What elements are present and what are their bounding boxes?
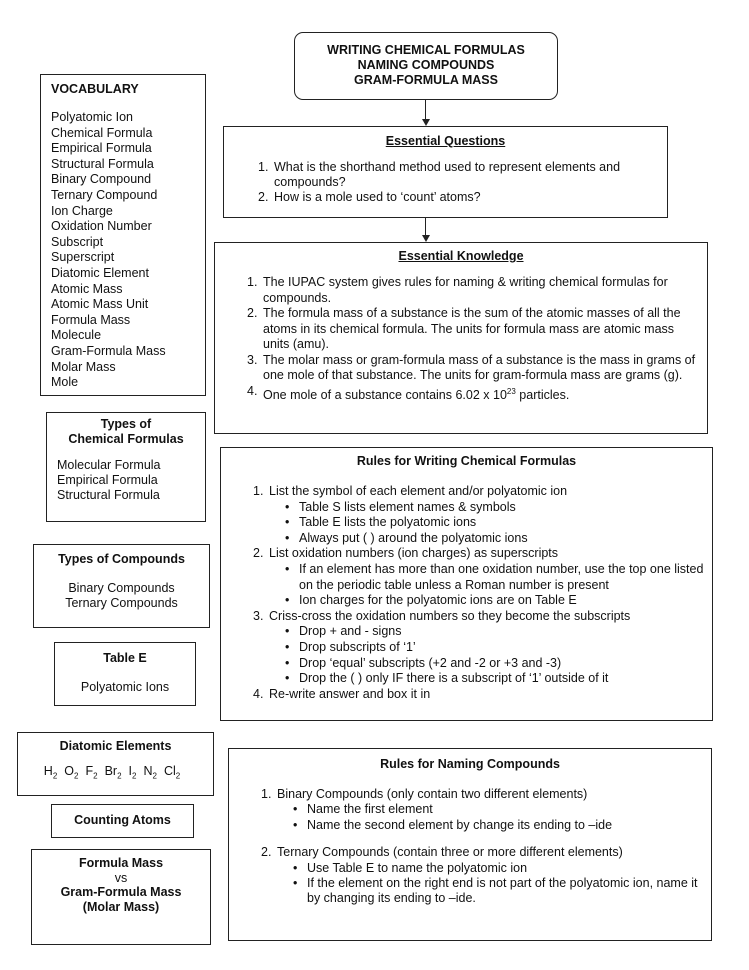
vocabulary-item: Molar Mass [51,359,116,374]
vocabulary-item: Atomic Mass Unit [51,297,149,312]
numbered-item [253,609,704,687]
vocabulary-item: Oxidation Number [51,219,152,234]
title-box [294,32,558,100]
numbered-item [258,160,653,190]
diatomic-element [64,764,79,781]
essential-knowledge-list [247,275,699,384]
item-number: 2. [253,546,264,561]
vocabulary-item: Chemical Formula [51,125,153,140]
vocabulary-item: Subscript [51,234,104,249]
bullet-icon: • [293,802,298,817]
bullet-text: Ion charges for the polyatomic ions are on Table E [299,593,577,608]
bullet-item [285,562,704,593]
vocabulary-box [40,74,206,396]
rules-naming-heading: Rules for Naming Compounds [380,757,560,771]
item-body [263,353,699,384]
element-symbol: H [43,764,53,778]
types-formulas-list [47,458,205,503]
bullet-icon: • [285,593,290,608]
element-subscript: 2 [132,771,137,781]
element-symbol: O [64,764,75,778]
formula-mass-line-3: Gram-Formula Mass [60,885,182,899]
bullet-icon: • [293,876,298,891]
bullet-text: Table E lists the polyatomic ions [299,515,477,530]
bullet-icon: • [285,561,290,576]
bullet-item [285,656,704,672]
element-subscript: 2 [117,771,122,781]
counting-atoms-label: Counting Atoms [74,813,171,827]
essential-knowledge-heading: Essential Knowledge [398,249,524,263]
item-number: 1. [253,484,264,498]
vocabulary-item: Ion Charge [51,203,113,218]
table-e-box [54,642,196,706]
item-body [269,484,704,546]
bullet-text: Use Table E to name the polyatomic ion [307,860,528,875]
item-text: The molar mass or gram-formula mass of a substance is the mass in grams of one mole of that substance. The units for gram-formula mass are grams (g). [263,352,696,382]
vocabulary-item: Binary Compound [51,172,152,187]
item-body [269,546,704,608]
compound-type-item: Binary Compounds [68,581,175,595]
bullet-item [285,624,704,640]
vocabulary-item: Diatomic Element [51,265,149,280]
diatomic-element [128,764,137,781]
types-of-compounds-box [33,544,210,628]
table-e-heading: Table E [103,651,147,665]
item-number: 2. [261,845,272,860]
item-text: How is a mole used to ‘count’ atoms? [274,190,481,204]
item-number: 1. [258,160,269,174]
bullet-item [293,802,701,817]
bullet-item [285,515,704,531]
element-subscript: 2 [93,771,98,781]
element-subscript: 2 [52,771,58,781]
vocabulary-item: Formula Mass [51,312,131,327]
bullet-text: If an element has more than one oxidation number, use the top one listed on the periodic table unless a Roman number is present [299,561,704,592]
vocabulary-item: Superscript [51,250,115,265]
bullet-text: Always put ( ) around the polyatomic ions [299,530,528,545]
bullet-text: Name the second element by change its ending to –ide [307,817,613,832]
title-line-3: GRAM-FORMULA MASS [354,73,498,87]
diatomic-element [143,764,157,781]
item-text: Binary Compounds (only contain two different elements) [277,787,588,801]
element-symbol: Cl [163,764,176,778]
formula-mass-line-2: vs [114,871,128,885]
numbered-item [247,353,699,384]
title-line-1: WRITING CHEMICAL FORMULAS [327,43,525,57]
formula-mass-box [31,849,211,945]
item-number: 4. [253,686,264,701]
types-formulas-heading-1: Types of [100,417,152,431]
item-number: 2. [258,190,269,204]
item-body [269,609,704,687]
diatomic-elements-list [18,764,213,781]
formula-type-item: Empirical Formula [57,473,158,487]
item-number: 2. [247,306,258,320]
vocabulary-item: Mole [51,375,79,390]
bullet-text: Drop ‘equal’ subscripts (+2 and -2 or +3 and -3) [299,655,562,670]
arrow-down-icon [422,235,430,242]
types-compounds-heading: Types of Compounds [58,552,185,566]
item-text: What is the shorthand method used to represent elements and compounds? [274,160,621,189]
types-of-formulas-box [46,412,206,522]
compound-type-item: Ternary Compounds [65,596,178,610]
arrow-down-icon [422,119,430,126]
item-number: 1. [247,275,258,289]
numbered-item [253,546,704,608]
bullet-list [277,861,701,907]
counting-atoms-box [51,804,194,838]
bullet-list [269,624,704,686]
item-text: Criss-cross the oxidation numbers so they become the subscripts [269,608,631,623]
item-body [277,787,701,833]
bullet-icon: • [285,624,290,639]
vocabulary-item: Gram-Formula Mass [51,343,166,358]
vocabulary-item: Molecule [51,328,102,343]
vocabulary-item: Polyatomic Ion [51,110,133,124]
vocabulary-item: Structural Formula [51,156,154,171]
bullet-item [285,531,704,547]
essential-questions-list [258,160,653,205]
bullet-icon: • [285,515,290,530]
element-symbol: F [85,764,94,778]
item-body [263,306,699,353]
bullet-item [285,640,704,656]
diatomic-element [43,764,58,781]
bullet-item [293,861,701,876]
numbered-item [261,845,701,907]
bullet-text: Drop + and - signs [299,624,402,639]
bullet-item [285,671,704,687]
numbered-item [247,306,699,353]
vocabulary-item: Ternary Compound [51,187,158,202]
essential-questions-heading: Essential Questions [385,134,506,148]
diatomic-heading: Diatomic Elements [59,739,172,753]
bullet-text: Table S lists element names & symbols [299,499,516,514]
diatomic-elements-box [17,732,214,796]
title-line-2: NAMING COMPOUNDS [357,58,495,72]
item-text: List the symbol of each element and/or polyatomic ion [269,484,568,498]
vocabulary-list [51,110,205,391]
item-body [274,190,653,205]
bullet-item [293,876,701,907]
bullet-list [277,802,701,833]
bullet-icon: • [285,639,290,654]
types-compounds-list [34,581,209,611]
bullet-icon: • [285,655,290,670]
item-body [269,687,704,703]
essential-knowledge-box [214,242,708,434]
connector-line [425,100,426,120]
item-number: 3. [247,352,258,367]
essential-questions-box [223,126,668,218]
item-text: Ternary Compounds (contain three or more different elements) [277,845,623,860]
numbered-item [258,190,653,205]
item-text: List oxidation numbers (ion charges) as superscripts [269,546,559,561]
essential-knowledge-item-4: 4. One mole of a substance contains 6.02 x $10^{23}$ particles. [247,383,570,402]
numbered-item [261,787,701,833]
bullet-text: Drop subscripts of ‘1’ [299,639,416,654]
item-body [263,275,699,306]
rules-writing-list [253,484,704,702]
vocabulary-heading: VOCABULARY [51,82,139,96]
rules-writing-box [220,447,713,721]
bullet-icon: • [285,671,290,686]
bullet-text: Drop the ( ) only IF there is a subscript of ‘1’ outside of it [299,671,609,686]
item-number: 1. [261,787,272,801]
bullet-list [269,500,704,547]
element-subscript: 2 [152,771,157,781]
bullet-item [285,593,704,609]
formula-mass-line-4: (Molar Mass) [82,900,160,914]
connector-line [425,218,426,236]
item-body [274,160,653,190]
vocabulary-item: Atomic Mass [51,281,123,296]
diatomic-element [85,764,98,781]
types-formulas-heading-2: Chemical Formulas [68,432,184,446]
rules-naming-list [261,787,701,907]
numbered-item [253,687,704,703]
element-symbol: I [128,764,132,778]
item-text: The formula mass of a substance is the sum of the atomic masses of all the atoms in its chemical formula. The units for formula mass are atomic mass units (amu). [263,306,681,351]
bullet-icon: • [285,530,290,545]
element-subscript: 2 [74,771,79,781]
numbered-item [247,275,699,306]
diatomic-element [104,764,122,781]
rules-writing-heading: Rules for Writing Chemical Formulas [356,454,577,468]
numbered-item [253,484,704,546]
formula-type-item: Structural Formula [57,488,160,502]
bullet-icon: • [293,817,298,832]
element-symbol: N [143,764,153,778]
rules-naming-box [228,748,712,941]
diatomic-element [163,764,181,781]
item-number: 3. [253,608,264,623]
bullet-icon: • [285,499,290,514]
bullet-text: If the element on the right end is not part of the polyatomic ion, name it by changing its ending to –ide. [307,876,698,906]
bullet-list [269,562,704,609]
bullet-item [285,500,704,516]
bullet-item [293,818,701,833]
item-text: The IUPAC system gives rules for naming & writing chemical formulas for compounds. [263,275,668,305]
bullet-icon: • [293,860,298,875]
element-subscript: 2 [175,771,181,781]
formula-type-item: Molecular Formula [57,458,161,472]
element-symbol: Br [104,764,118,778]
item-body [277,845,701,907]
vocabulary-item: Empirical Formula [51,141,152,156]
table-e-body: Polyatomic Ions [80,680,170,694]
item-text: Re-write answer and box it in [269,686,431,701]
bullet-text: Name the first element [307,802,433,817]
formula-mass-line-1: Formula Mass [78,856,164,870]
